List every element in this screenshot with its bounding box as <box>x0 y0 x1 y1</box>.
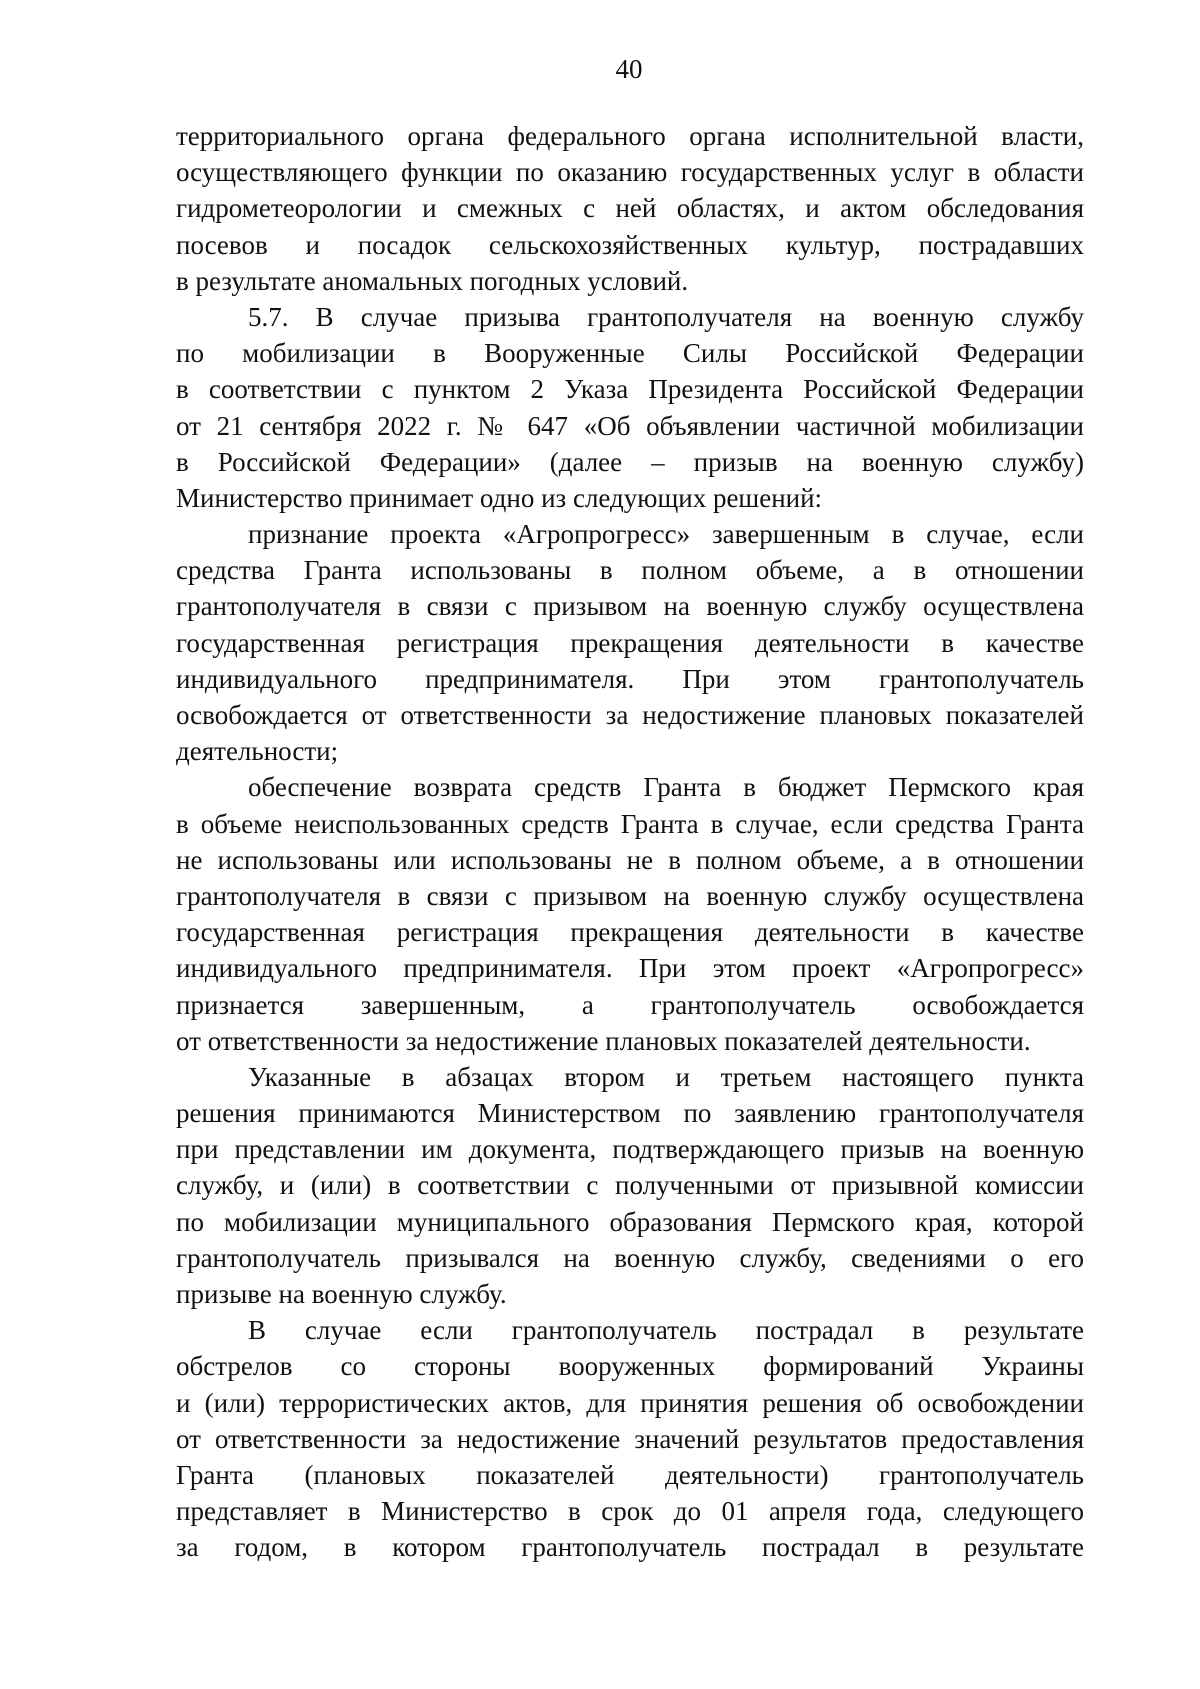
text-line: при представлении им документа, подтверждающего призыв на военную <box>176 1134 1084 1165</box>
text-line: от ответственности за недостижение плановых показателей деятельности. <box>176 1025 1031 1056</box>
text-line: решения принимаются Министерством по заявлению грантополучателя <box>176 1098 1084 1129</box>
text-line: признание проекта «Агропрогресс» завершенным в случае, если <box>248 519 1084 550</box>
text-line: средства Гранта использованы в полном объеме, а в отношении <box>176 555 1084 586</box>
text-line: призыве на военную службу. <box>176 1279 507 1309</box>
text-line: Указанные в абзацах втором и третьем настоящего пункта <box>248 1061 1084 1092</box>
text-line: от ответственности за недостижение значений результатов предоставления <box>176 1423 1084 1454</box>
paragraph <box>176 299 1084 516</box>
text-line: территориального органа федерального органа исполнительной власти, <box>176 121 1084 151</box>
text-line: посевов и посадок сельскохозяйственных культур, пострадавших <box>176 229 1084 260</box>
text-line: Гранта (плановых показателей деятельности) грантополучатель <box>176 1459 1084 1490</box>
document-body <box>176 118 1084 1566</box>
text-line: признается завершенным, а грантополучатель освобождается <box>176 989 1084 1020</box>
text-line: по мобилизации в Вооруженные Силы Российской Федерации <box>176 338 1084 369</box>
text-line: освобождается от ответственности за недостижение плановых показателей <box>176 700 1084 730</box>
paragraph <box>176 769 1084 1059</box>
text-line: грантополучателя в связи с призывом на военную службу осуществлена <box>176 880 1084 911</box>
paragraph <box>176 516 1084 769</box>
text-line: государственная регистрация прекращения деятельности в качестве <box>176 627 1084 658</box>
text-line: в соответствии с пунктом 2 Указа Президента Российской Федерации <box>176 374 1084 405</box>
text-line: представляет в Министерство в срок до 01 апреля года, следующего <box>176 1496 1084 1527</box>
text-line: Министерство принимает одно из следующих решений: <box>176 482 823 513</box>
paragraph <box>176 1312 1084 1565</box>
text-line: не использованы или использованы не в полном объеме, а в отношении <box>176 844 1084 875</box>
text-line: и (или) террористических актов, для принятия решения об освобождении <box>176 1387 1084 1418</box>
text-line: обеспечение возврата средств Гранта в бюджет Пермского края <box>248 772 1084 803</box>
text-line: индивидуального предпринимателя. При этом грантополучатель <box>176 663 1084 694</box>
text-line: государственная регистрация прекращения деятельности в качестве <box>176 917 1084 948</box>
paragraph <box>176 1059 1084 1312</box>
text-line: в результате аномальных погодных условий. <box>176 265 689 296</box>
page-number: 40 <box>615 54 643 84</box>
text-line: в объеме неиспользованных средств Гранта в случае, если средства Гранта <box>176 808 1084 839</box>
text-line: за годом, в котором грантополучатель пострадал в результате <box>176 1532 1084 1563</box>
text-line: 5.7. В случае призыва грантополучателя на военную службу <box>248 301 1084 332</box>
text-line: от 21 сентября 2022 г. № 647 «Об объявлении частичной мобилизации <box>176 410 1084 441</box>
text-line: обстрелов со стороны вооруженных формирований Украины <box>176 1351 1084 1382</box>
text-line: в Российской Федерации» (далее – призыв на военную службу) <box>176 446 1084 477</box>
text-line: индивидуального предпринимателя. При этом проект «Агропрогресс» <box>176 953 1084 984</box>
text-line: службу, и (или) в соответствии с полученными от призывной комиссии <box>176 1170 1084 1201</box>
paragraph <box>176 118 1084 299</box>
text-line: грантополучателя в связи с призывом на военную службу осуществлена <box>176 591 1084 622</box>
text-line: деятельности; <box>176 736 339 767</box>
text-line: осуществляющего функции по оказанию государственных услуг в области <box>176 157 1084 188</box>
text-line: В случае если грантополучатель пострадал в результате <box>248 1315 1084 1346</box>
text-line: по мобилизации муниципального образования Пермского края, которой <box>176 1206 1084 1237</box>
text-line: грантополучатель призывался на военную службу, сведениями о его <box>176 1242 1084 1273</box>
text-line: гидрометеорологии и смежных с ней областях, и актом обследования <box>176 193 1084 224</box>
